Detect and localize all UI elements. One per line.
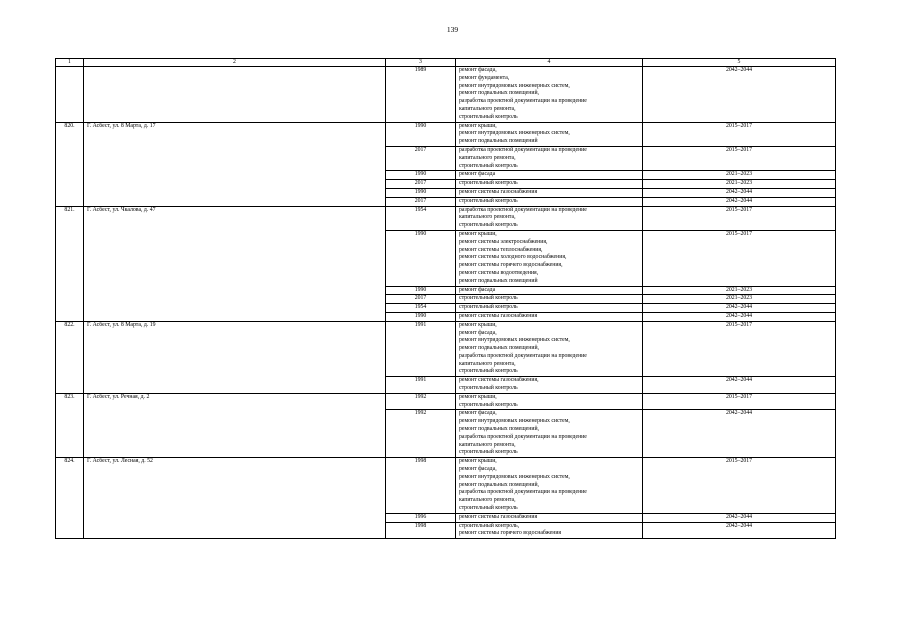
period-cell: 2042–2044: [643, 522, 836, 539]
works-cell: [456, 146, 643, 170]
work-item: ремонт внутридомовых инженерных систем,: [459, 418, 570, 425]
work-item: ремонт фундамента,: [459, 74, 510, 81]
work-item: ремонт крыши,: [459, 122, 497, 129]
header-col-1: 1: [56, 59, 84, 67]
period-cell: 2042–2044: [643, 67, 836, 123]
period-cell: 2042–2044: [643, 513, 836, 522]
building-address: Г. Асбест, ул. 8 Марта, д. 19: [84, 321, 386, 393]
period-cell: 2021–2023: [643, 171, 836, 180]
work-item: ремонт крыши,: [459, 321, 497, 328]
table-row: [56, 122, 836, 146]
header-col-5: 5: [643, 59, 836, 67]
page-number: 139: [446, 25, 459, 34]
work-item: ремонт подвальных помещений,: [459, 481, 539, 488]
building-number: [56, 67, 84, 123]
year-cell: 2017: [386, 180, 456, 189]
period-cell: 2015–2017: [643, 146, 836, 170]
works-cell: [456, 122, 643, 146]
work-item: ремонт системы электроснабжения,: [459, 238, 548, 245]
period-cell: 2042–2044: [643, 304, 836, 313]
year-cell: 2017: [386, 197, 456, 206]
year-cell: 1990: [386, 171, 456, 180]
table-row: [56, 393, 836, 410]
building-number: 822.: [56, 321, 84, 393]
period-cell: 2021–2023: [643, 295, 836, 304]
work-item: строительный контроль: [459, 368, 518, 375]
work-item: ремонт системы газоснабжения: [459, 188, 538, 195]
work-item: строительный контроль: [459, 197, 518, 204]
works-cell: [456, 321, 643, 377]
year-cell: 1990: [386, 188, 456, 197]
work-item: строительный контроль: [459, 113, 518, 120]
work-item: капитального ремонта,: [459, 105, 516, 112]
work-item: ремонт подвальных помещений,: [459, 345, 539, 352]
works-cell: [456, 513, 643, 522]
work-item: ремонт подвальных помещений,: [459, 90, 539, 97]
works-cell: [456, 410, 643, 458]
period-cell: 2021–2023: [643, 180, 836, 189]
building-address: Г. Асбест, ул. Чкалова, д. 47: [84, 206, 386, 321]
work-item: ремонт внутридомовых инженерных систем,: [459, 473, 570, 480]
work-item: ремонт фасада: [459, 171, 496, 178]
header-col-4: 4: [456, 59, 643, 67]
work-item: ремонт системы горячего водоснабжения,: [459, 262, 563, 269]
work-item: строительный контроль: [459, 222, 518, 229]
work-item: ремонт крыши,: [459, 393, 497, 400]
work-item: капитального ремонта,: [459, 360, 516, 367]
period-cell: 2015–2017: [643, 122, 836, 146]
work-item: ремонт фасада,: [459, 410, 497, 417]
year-cell: 1990: [386, 230, 456, 286]
table-row: [56, 206, 836, 230]
work-item: ремонт системы газоснабжения: [459, 312, 538, 319]
year-cell: 1954: [386, 206, 456, 230]
work-item: ремонт фасада,: [459, 329, 497, 336]
period-cell: 2042–2044: [643, 197, 836, 206]
building-number: 824.: [56, 458, 84, 539]
work-item: строительный контроль,: [459, 522, 520, 529]
works-cell: [456, 230, 643, 286]
year-cell: 1989: [386, 67, 456, 123]
work-item: строительный контроль: [459, 385, 518, 392]
period-cell: 2042–2044: [643, 312, 836, 321]
table-row: [56, 321, 836, 377]
works-cell: [456, 286, 643, 295]
works-cell: [456, 171, 643, 180]
period-cell: 2042–2044: [643, 377, 836, 394]
work-item: разработка проектной документации на проведение: [459, 98, 587, 105]
year-cell: 1992: [386, 410, 456, 458]
work-item: капитального ремонта,: [459, 154, 516, 161]
building-address: Г. Асбест, ул. Лесная, д. 52: [84, 458, 386, 539]
period-cell: 2042–2044: [643, 188, 836, 197]
building-address: Г. Асбест, ул. 8 Марта, д. 17: [84, 122, 386, 206]
period-cell: 2015–2017: [643, 206, 836, 230]
period-cell: 2015–2017: [643, 321, 836, 377]
year-cell: 2017: [386, 295, 456, 304]
work-item: строительный контроль: [459, 449, 518, 456]
works-cell: [456, 377, 643, 394]
work-item: ремонт системы теплоснабжения,: [459, 246, 543, 253]
year-cell: 1990: [386, 286, 456, 295]
repair-schedule-table: [55, 58, 836, 539]
building-number: 821.: [56, 206, 84, 321]
work-item: разработка проектной документации на проведение: [459, 352, 587, 359]
works-cell: [456, 522, 643, 539]
works-cell: [456, 458, 643, 514]
period-cell: 2042–2044: [643, 410, 836, 458]
period-cell: 2015–2017: [643, 230, 836, 286]
header-row: [56, 59, 836, 67]
work-item: разработка проектной документации на проведение: [459, 206, 587, 213]
year-cell: 1996: [386, 513, 456, 522]
works-cell: [456, 180, 643, 189]
works-cell: [456, 206, 643, 230]
work-item: ремонт крыши,: [459, 458, 497, 465]
work-item: строительный контроль: [459, 304, 518, 311]
period-cell: 2015–2017: [643, 393, 836, 410]
year-cell: 1991: [386, 377, 456, 394]
table-row: [56, 458, 836, 514]
header-col-3: 3: [386, 59, 456, 67]
year-cell: 1998: [386, 522, 456, 539]
year-cell: 1990: [386, 312, 456, 321]
work-item: строительный контроль: [459, 295, 518, 302]
works-cell: [456, 295, 643, 304]
header-col-2: 2: [84, 59, 386, 67]
work-item: ремонт подвальных помещений,: [459, 426, 539, 433]
work-item: капитального ремонта,: [459, 441, 516, 448]
work-item: ремонт системы газоснабжения,: [459, 377, 539, 384]
building-address: [84, 67, 386, 123]
year-cell: 1990: [386, 122, 456, 146]
works-cell: [456, 67, 643, 123]
work-item: ремонт системы газоснабжения: [459, 513, 538, 520]
work-item: строительный контроль: [459, 180, 518, 187]
work-item: ремонт подвальных помещений: [459, 277, 538, 284]
period-cell: 2021–2023: [643, 286, 836, 295]
work-item: ремонт фасада: [459, 286, 496, 293]
works-cell: [456, 312, 643, 321]
work-item: ремонт подвальных помещений: [459, 138, 538, 145]
building-address: Г. Асбест, ул. Речная, д. 2: [84, 393, 386, 457]
work-item: ремонт системы водоотведения,: [459, 269, 539, 276]
work-item: капитального ремонта,: [459, 214, 516, 221]
work-item: разработка проектной документации на проведение: [459, 146, 587, 153]
work-item: разработка проектной документации на проведение: [459, 489, 587, 496]
work-item: ремонт крыши,: [459, 230, 497, 237]
year-cell: 1992: [386, 393, 456, 410]
year-cell: 1998: [386, 458, 456, 514]
table-row: [56, 67, 836, 123]
work-item: ремонт системы холодного водоснабжения,: [459, 254, 567, 261]
work-item: ремонт фасада,: [459, 466, 497, 473]
works-cell: [456, 304, 643, 313]
building-number: 823.: [56, 393, 84, 457]
work-item: ремонт внутридомовых инженерных систем,: [459, 130, 570, 137]
works-cell: [456, 197, 643, 206]
period-cell: 2015–2017: [643, 458, 836, 514]
work-item: капитального ремонта,: [459, 497, 516, 504]
work-item: ремонт внутридомовых инженерных систем,: [459, 337, 570, 344]
work-item: строительный контроль: [459, 401, 518, 408]
work-item: ремонт внутридомовых инженерных систем,: [459, 82, 570, 89]
work-item: строительный контроль: [459, 505, 518, 512]
works-cell: [456, 393, 643, 410]
building-number: 820.: [56, 122, 84, 206]
work-item: ремонт фасада,: [459, 67, 497, 73]
year-cell: 2017: [386, 146, 456, 170]
work-item: строительный контроль: [459, 162, 518, 169]
year-cell: 1954: [386, 304, 456, 313]
work-item: разработка проектной документации на проведение: [459, 433, 587, 440]
work-item: ремонт системы горячего водоснабжения: [459, 530, 562, 537]
table-body: [56, 67, 836, 539]
works-cell: [456, 188, 643, 197]
year-cell: 1991: [386, 321, 456, 377]
